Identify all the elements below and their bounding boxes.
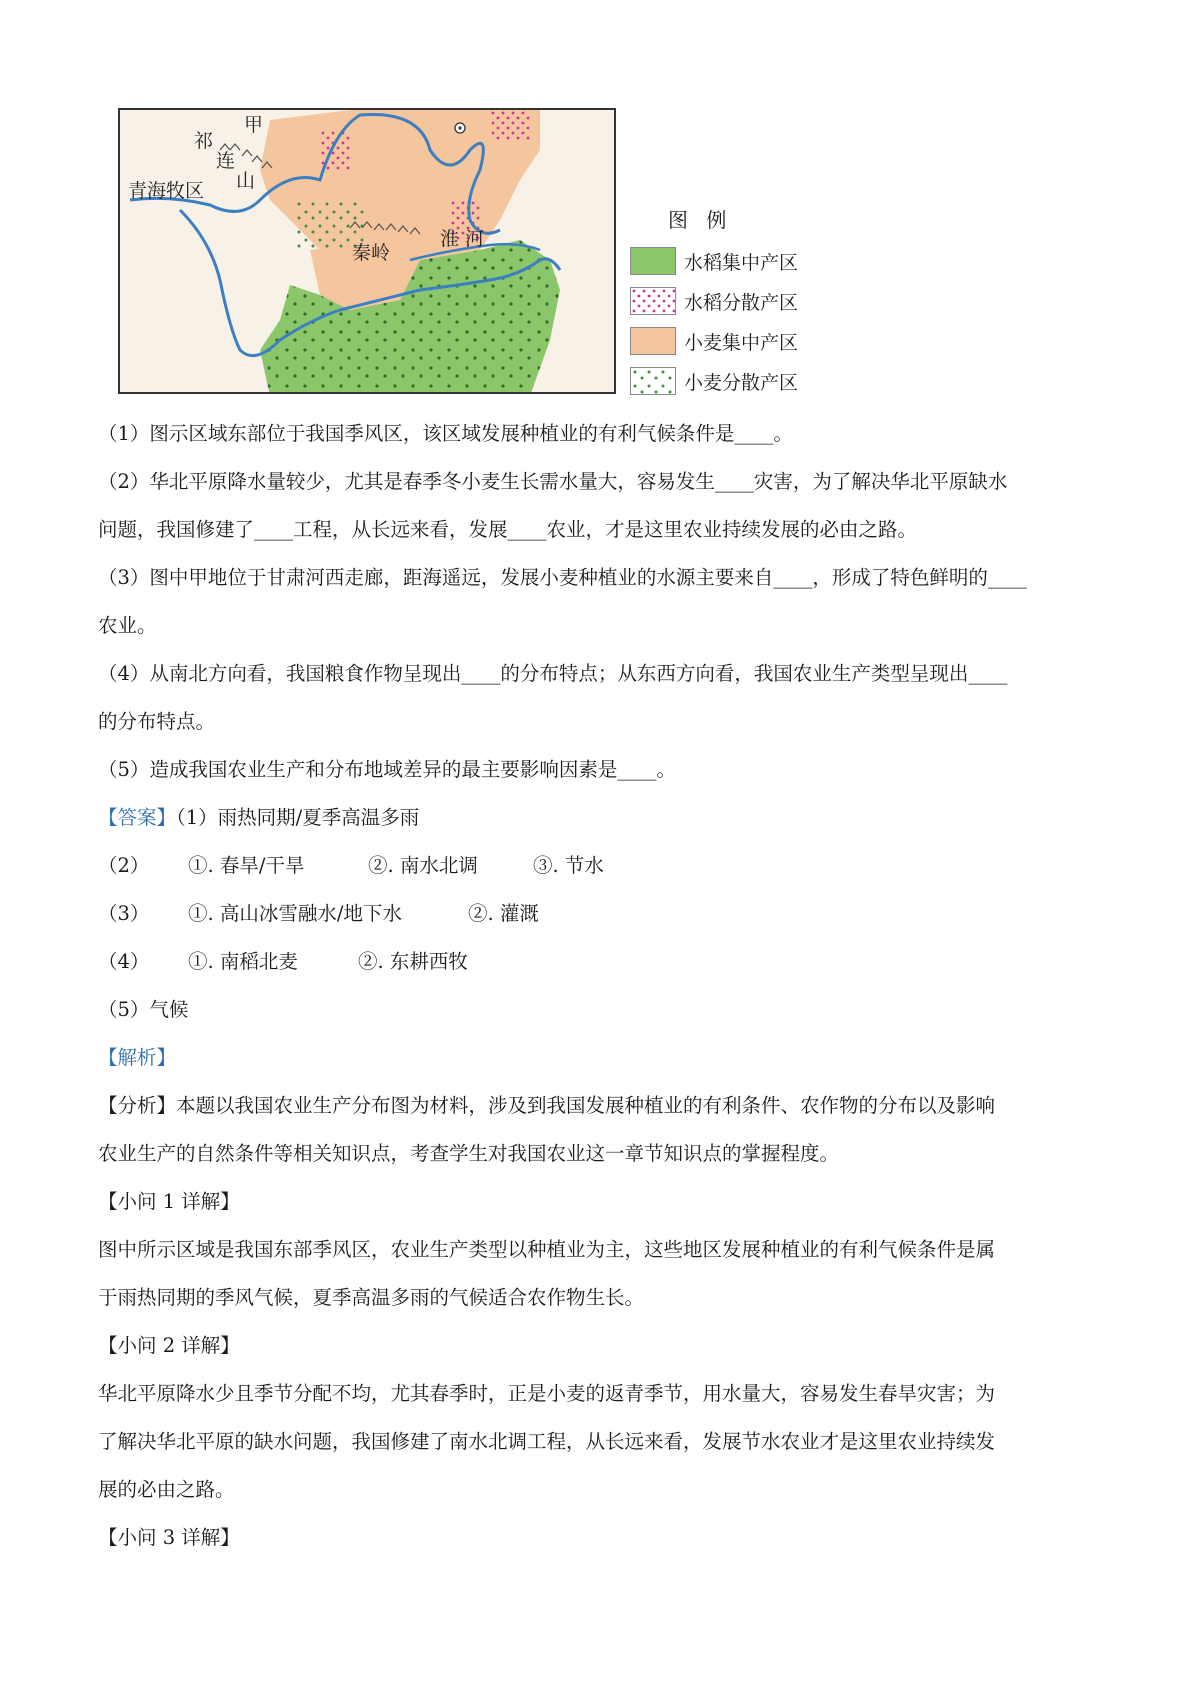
question-1: （1）图示区域东部位于我国季风区，该区域发展种植业的有利气候条件是____。 (98, 422, 793, 445)
q2-detail-line-2: 了解决华北平原的缺水问题，我国修建了南水北调工程，从长远来看，发展节水农业才是这里农业持续发 (98, 1430, 996, 1453)
q2-detail-line-1: 华北平原降水少且季节分配不均，尤其春季时，正是小麦的返青季节，用水量大，容易发生春旱灾害；为 (98, 1382, 996, 1405)
legend-item-wheat-scattered (630, 361, 810, 401)
q1-detail-line-1: 图中所示区域是我国东部季风区，农业生产类型以种植业为主，这些地区发展种植业的有利气候条件是属 (98, 1238, 996, 1261)
map-label-qi: 祁 (194, 130, 214, 152)
answer-2-part-2: ②. 南水北调 (368, 854, 478, 877)
answer-1: （1）雨热同期/夏季高温多雨 (176, 806, 420, 829)
q2-detail-line-3: 展的必由之路。 (98, 1478, 235, 1501)
legend-swatch-wheat-scattered (630, 367, 676, 395)
answer-3-row (98, 898, 539, 926)
answer-4-part-2: ②. 东耕西牧 (358, 950, 468, 973)
legend-item-rice-concentrated (630, 241, 810, 281)
question-2-line-1: （2）华北平原降水量较少，尤其是春季冬小麦生长需水量大，容易发生____灾害，为了解决华北平原缺水 (98, 470, 1008, 493)
answer-4-part-1: ①. 南稻北麦 (188, 950, 298, 973)
beijing-marker-center (458, 126, 461, 129)
legend-label: 水稻分散产区 (684, 291, 799, 314)
rice-scattered-area-2 (490, 110, 530, 140)
answer-2-row (98, 850, 604, 878)
map-label-qinling: 秦岭 (352, 242, 391, 264)
question-4-line-1: （4）从南北方向看，我国粮食作物呈现出____的分布特点；从东西方向看，我国农业生产类型呈现出____ (98, 662, 1008, 685)
q1-detail-line-2: 于雨热同期的季风气候，夏季高温多雨的气候适合农作物生长。 (98, 1286, 645, 1309)
answer-2-part-3: ③. 节水 (533, 854, 604, 877)
legend-item-wheat-concentrated (630, 321, 810, 361)
analysis-intro-line-2: 农业生产的自然条件等相关知识点，考查学生对我国农业这一章节知识点的掌握程度。 (98, 1142, 840, 1165)
legend-label: 小麦集中产区 (684, 331, 799, 354)
legend-label: 水稻集中产区 (684, 251, 799, 274)
question-5: （5）造成我国农业生产和分布地域差异的最主要影响因素是____。 (98, 758, 676, 781)
answer-3-part-1: ①. 高山冰雪融水/地下水 (188, 902, 402, 925)
legend-swatch-rice-concentrated (630, 247, 676, 275)
answer-2-num: （2） (98, 854, 150, 877)
q2-detail-title: 【小问 2 详解】 (98, 1334, 240, 1357)
map-label-jia: 甲 (244, 114, 264, 136)
analysis-intro-line-1: 【分析】本题以我国农业生产分布图为材料，涉及到我国发展种植业的有利条件、农作物的分布以及影响 (98, 1094, 996, 1117)
answer-3-num: （3） (98, 902, 150, 925)
answer-1-row (98, 802, 419, 830)
legend-item-rice-scattered (630, 281, 810, 321)
answer-5: （5）气候 (98, 998, 189, 1021)
map-legend (630, 204, 810, 401)
analysis-tag: 【解析】 (98, 1046, 177, 1069)
question-3-line-2: 农业。 (98, 614, 157, 637)
question-2-line-2: 问题，我国修建了____工程，从长远来看，发展____农业，才是这里农业持续发展的必由之路。 (98, 518, 918, 541)
answer-4-num: （4） (98, 950, 150, 973)
answer-4-row (98, 946, 468, 974)
answer-3-part-2: ②. 灌溉 (468, 902, 539, 925)
q1-detail-title: 【小问 1 详解】 (98, 1190, 240, 1213)
map-frame (118, 108, 616, 394)
legend-swatch-wheat-concentrated (630, 327, 676, 355)
map-label-shan: 山 (236, 170, 256, 192)
agriculture-map-figure (118, 108, 808, 398)
answer-tag: 【答案】 (98, 806, 177, 829)
q3-detail-title: 【小问 3 详解】 (98, 1526, 240, 1549)
legend-title: 图 例 (668, 208, 733, 232)
answer-2-part-1: ①. 春旱/干旱 (188, 854, 305, 877)
legend-label: 小麦分散产区 (684, 371, 799, 394)
legend-swatch-rice-scattered (630, 287, 676, 315)
map-label-qinghai: 青海牧区 (128, 180, 205, 202)
map-label-huaihe: 淮 河 (440, 228, 485, 250)
question-4-line-2: 的分布特点。 (98, 710, 216, 733)
map-label-lian: 连 (216, 150, 236, 172)
question-3-line-1: （3）图中甲地位于甘肃河西走廊，距海遥远，发展小麦种植业的水源主要来自____，形成了特色鲜明的____ (98, 566, 1027, 589)
